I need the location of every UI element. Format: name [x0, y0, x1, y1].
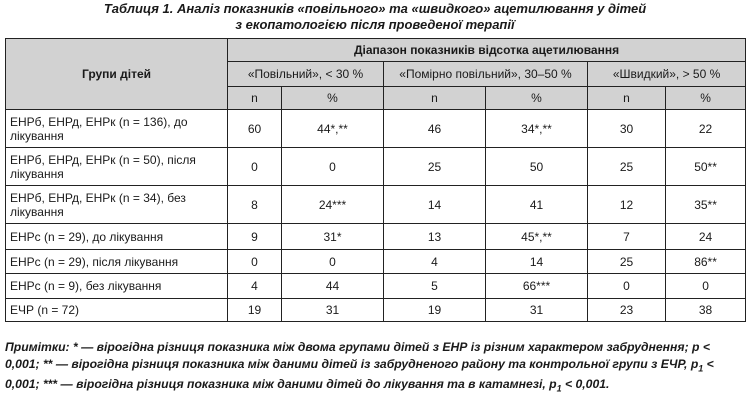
pct-header: %: [666, 87, 746, 110]
cell-fast-pct: 50**: [666, 148, 746, 186]
cell-slow-pct: 0: [282, 148, 384, 186]
cell-moderate-n: 13: [384, 224, 486, 250]
notes-label: Примітки:: [5, 340, 70, 354]
n-header: n: [384, 87, 486, 110]
cell-slow-pct: 24***: [282, 186, 384, 224]
table-row: [6, 186, 746, 224]
cell-moderate-pct: 31: [486, 299, 588, 322]
header-row-1: [6, 39, 746, 62]
row-group-label: ЕНРб, ЕНРд, ЕНРк (n = 136), до лікування: [6, 110, 228, 148]
cell-moderate-pct: 45*,**: [486, 224, 588, 250]
cell-fast-pct: 24: [666, 224, 746, 250]
table-row: [6, 299, 746, 322]
cell-fast-n: 30: [588, 110, 666, 148]
cell-slow-n: 8: [228, 186, 282, 224]
category-header-moderate: «Помірно повільний», 30–50 %: [384, 62, 588, 87]
cell-slow-pct: 31: [282, 299, 384, 322]
cell-slow-n: 0: [228, 148, 282, 186]
cell-moderate-n: 14: [384, 186, 486, 224]
cell-slow-pct: 44*,**: [282, 110, 384, 148]
table-row: [6, 274, 746, 299]
cell-fast-n: 25: [588, 148, 666, 186]
pct-header: %: [486, 87, 588, 110]
cell-moderate-n: 25: [384, 148, 486, 186]
row-group-label: ЕЧР (n = 72): [6, 299, 228, 322]
notes-text-2: < 0,001; *** — вірогідна різниця показника між даними дітей до лікування та в катамнезі, p: [5, 356, 714, 392]
cell-fast-n: 7: [588, 224, 666, 250]
table-row: [6, 250, 746, 274]
cell-moderate-pct: 66***: [486, 274, 588, 299]
cell-slow-pct: 44: [282, 274, 384, 299]
cell-fast-n: 23: [588, 299, 666, 322]
row-group-label: ЕНРс (n = 29), до лікування: [6, 224, 228, 250]
table-row: [6, 110, 746, 148]
acetylation-table: [5, 38, 746, 322]
table-notes: [5, 339, 745, 397]
cell-slow-pct: 0: [282, 250, 384, 274]
table-row: [6, 148, 746, 186]
cell-moderate-pct: 41: [486, 186, 588, 224]
range-header: Діапазон показників відсотка ацетилювання: [228, 39, 746, 62]
n-header: n: [588, 87, 666, 110]
cell-slow-pct: 31*: [282, 224, 384, 250]
cell-fast-pct: 38: [666, 299, 746, 322]
cell-slow-n: 9: [228, 224, 282, 250]
row-group-label: ЕНРс (n = 29), після лікування: [6, 250, 228, 274]
cell-moderate-pct: 50: [486, 148, 588, 186]
cell-fast-pct: 35**: [666, 186, 746, 224]
cell-slow-n: 4: [228, 274, 282, 299]
cell-moderate-pct: 14: [486, 250, 588, 274]
cell-fast-n: 0: [588, 274, 666, 299]
cell-moderate-n: 4: [384, 250, 486, 274]
cell-fast-pct: 86**: [666, 250, 746, 274]
cell-moderate-n: 19: [384, 299, 486, 322]
row-group-label: ЕНРс (n = 9), без лікування: [6, 274, 228, 299]
row-group-label: ЕНРб, ЕНРд, ЕНРк (n = 50), після лікування: [6, 148, 228, 186]
cell-slow-n: 60: [228, 110, 282, 148]
table-row: [6, 224, 746, 250]
category-header-fast: «Швидкий», > 50 %: [588, 62, 746, 87]
cell-moderate-n: 5: [384, 274, 486, 299]
cell-moderate-pct: 34*,**: [486, 110, 588, 148]
notes-subscript-2: 1: [556, 383, 562, 394]
notes-text-1: * — вірогідна різниця показника між двома групами дітей з ЕНР із різним характером забруднення; p < 0,001; ** — вірогідна різниця показника між даними дітей із забрудненого району та контрольної групи з ЕЧР, p: [5, 340, 710, 371]
notes-text-3: < 0,001.: [561, 377, 610, 392]
cell-moderate-n: 46: [384, 110, 486, 148]
cell-fast-pct: 22: [666, 110, 746, 148]
pct-header: %: [282, 87, 384, 110]
cell-slow-n: 0: [228, 250, 282, 274]
category-header-slow: «Повільний», < 30 %: [228, 62, 384, 87]
table-title-line2: з екопатологією після проведеної терапії: [235, 17, 515, 32]
cell-slow-n: 19: [228, 299, 282, 322]
cell-fast-pct: 0: [666, 274, 746, 299]
notes-subscript-1: 1: [698, 362, 704, 373]
row-group-label: ЕНРб, ЕНРд, ЕНРк (n = 34), без лікування: [6, 186, 228, 224]
table-title-line1: Таблиця 1. Аналіз показників «повільного» та «швидкого» ацетилювання у дітей: [103, 1, 647, 16]
cell-fast-n: 25: [588, 250, 666, 274]
n-header: n: [228, 87, 282, 110]
cell-fast-n: 12: [588, 186, 666, 224]
group-header: Групи дітей: [6, 39, 228, 110]
table-title: [0, 0, 750, 33]
